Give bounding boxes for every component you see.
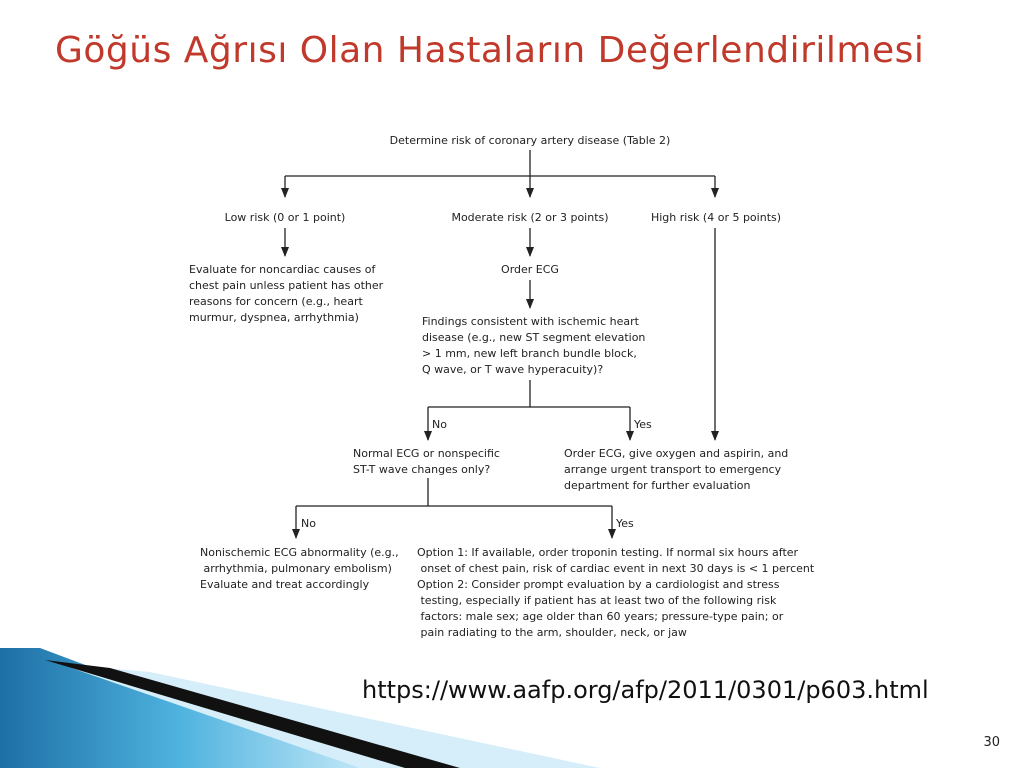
node-text-line: reasons for concern (e.g., heart (189, 295, 363, 308)
branch-label-no: No (301, 517, 316, 530)
node-text-line: Order ECG, give oxygen and aspirin, and (564, 447, 789, 460)
node-text-line: Evaluate for noncardiac causes of (189, 263, 376, 276)
node-ischemic-question (422, 315, 645, 376)
node-text-line: onset of chest pain, risk of cardiac event in next 30 days is < 1 percent (417, 562, 815, 575)
branch-label-yes: Yes (616, 517, 634, 530)
node-text-line: Order ECG (501, 263, 559, 276)
source-url[interactable]: https://www.aafp.org/afp/2011/0301/p603.html (362, 676, 929, 704)
node-text-line: Option 1: If available, order troponin testing. If normal six hours after (417, 546, 799, 559)
node-nonischemic-action (200, 546, 399, 591)
slide-title: Göğüs Ağrısı Olan Hastaların Değerlendirilmesi (55, 30, 925, 71)
node-text-line: Evaluate and treat accordingly (200, 578, 370, 591)
node-text-line: arrhythmia, pulmonary embolism) (200, 562, 392, 575)
node-text-line: testing, especially if patient has at least two of the following risk (417, 594, 777, 607)
node-text-line: Normal ECG or nonspecific (353, 447, 500, 460)
node-text-line: Low risk (0 or 1 point) (224, 211, 346, 224)
node-text-line: chest pain unless patient has other (189, 279, 384, 292)
node-text-line: > 1 mm, new left branch bundle block, (422, 347, 637, 360)
node-text-line: factors: male sex; age older than 60 years; pressure-type pain; or (417, 610, 784, 623)
node-moderate-risk (451, 211, 608, 224)
node-normal-ecg-question (353, 447, 500, 476)
node-text-line: disease (e.g., new ST segment elevation (422, 331, 646, 344)
node-text-line: Nonischemic ECG abnormality (e.g., (200, 546, 399, 559)
node-text-line: murmur, dyspnea, arrhythmia) (189, 311, 359, 324)
node-order-ecg (501, 263, 559, 276)
node-text-line: Determine risk of coronary artery disease (Table 2) (389, 134, 671, 147)
branch-label-yes: Yes (634, 418, 652, 431)
node-text-line: Moderate risk (2 or 3 points) (451, 211, 609, 224)
node-high-risk (651, 211, 781, 224)
page-number: 30 (983, 735, 1000, 750)
node-text-line: arrange urgent transport to emergency (564, 463, 782, 476)
node-text-line: Q wave, or T wave hyperacuity)? (422, 363, 604, 376)
flowchart-nodes (189, 134, 815, 639)
node-text-line: Option 2: Consider prompt evaluation by a cardiologist and stress (417, 578, 780, 591)
node-text-line: pain radiating to the arm, shoulder, neck, or jaw (417, 626, 687, 639)
branch-label-no: No (432, 418, 447, 431)
node-root (390, 134, 671, 147)
node-text-line: department for further evaluation (564, 479, 751, 492)
node-text-line: ST-T wave changes only? (353, 463, 491, 476)
node-text-line: High risk (4 or 5 points) (650, 211, 782, 224)
node-options (417, 546, 815, 639)
node-urgent-action (564, 447, 788, 492)
node-low-risk-action (189, 263, 384, 324)
node-text-line: Findings consistent with ischemic heart (422, 315, 639, 328)
node-low-risk (225, 211, 346, 224)
